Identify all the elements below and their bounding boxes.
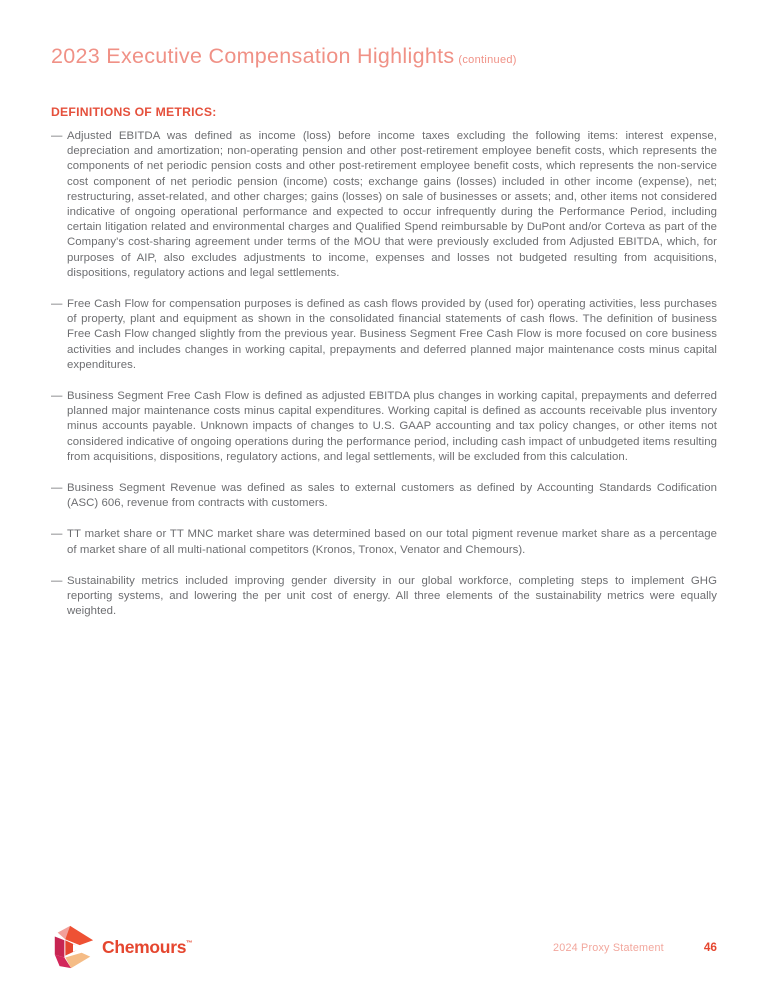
- chemours-brand: [51, 924, 192, 970]
- section-heading: DEFINITIONS OF METRICS:: [51, 105, 217, 119]
- bullet-dash: —: [51, 390, 63, 403]
- definition-text: Adjusted EBITDA was defined as income (loss) before income taxes excluding the following items: interest expense, depreciation and amortization; non-operating pension and other post-retirement employee benefit costs, which represents the components of net periodic pension costs and other post-retirement employee benefit costs, which represents the non-service cost component of net periodic pension (income) costs; exchange gains (losses) included in other income (expense), net; restructuring, asset-related, and other charges; gains (losses) on sale of businesses or assets; and, other items not considered indicative of ongoing operational performance and expected to occur infrequently during the Performance Period, including certain litigation related and environmental charges and Qualified Spend reimbursable by DuPont and/or Corteva as part of the Company's cost-sharing agreement under terms of the MOU that were previously excluded from Adjusted EBITDA, which, for purposes of AIP, also excludes adjustments to income, expenses and losses not budgeted resulting from acquisitions, dispositions, regulatory actions and legal settlements.: [67, 130, 717, 279]
- bullet-dash: —: [51, 298, 63, 311]
- definition-item-tt-market-share: [51, 527, 717, 557]
- definition-item-business-segment-fcf: [51, 389, 717, 465]
- document-label: 2024 Proxy Statement: [553, 942, 664, 954]
- page-title: [51, 44, 717, 72]
- definition-item-free-cash-flow: [51, 297, 717, 373]
- definition-text: Free Cash Flow for compensation purposes is defined as cash flows provided by (used for) operating activities, less purchases of property, plant and equipment as shown in the consolidated financial statements of cash flows. The definition of business Free Cash Flow changed slightly from the previous year. Business Segment Free Cash Flow is more focused on core business activities and includes changes in working capital, prepayments and deferred planned major maintenance costs minus capital expenditures.: [67, 298, 717, 371]
- page-title-text: 2023 Executive Compensation Highlights: [51, 44, 455, 68]
- definition-item-business-segment-revenue: [51, 481, 717, 511]
- page-content: [51, 44, 717, 635]
- definition-text: Business Segment Revenue was defined as sales to external customers as defined by Accounting Standards Codification (ASC) 606, revenue from contracts with customers.: [67, 482, 717, 510]
- bullet-dash: —: [51, 130, 63, 142]
- bullet-dash: —: [51, 574, 63, 587]
- definition-text: Business Segment Free Cash Flow is defined as adjusted EBITDA plus changes in working capital, prepayments and deferred planned major maintenance costs minus capital expenditures. Working capital is defined as accounts receivable plus inventory minus accounts payable. Unknown impacts of changes to U.S. GAAP accounting and tax policy changes, or other items not considered indicative of ongoing operations during the performance period, including cash impact of unbudgeted items resulting from acquisitions, dispositions, regulatory actions, and legal settlements, will be excluded from this calculation.: [67, 390, 717, 463]
- definition-item-adjusted-ebitda: [51, 129, 717, 281]
- chemours-logo-icon: [51, 924, 95, 970]
- footer-right: [553, 940, 717, 954]
- bullet-dash: —: [51, 482, 63, 495]
- definition-item-sustainability-metrics: [51, 574, 717, 620]
- page-title-continued: (continued): [458, 54, 517, 66]
- definition-text: TT market share or TT MNC market share was determined based on our total pigment revenue market share as a percentage of market share of all multi-national competitors (Kronos, Tronox, Venator and Chemours).: [67, 528, 717, 556]
- definitions-list: [51, 129, 717, 619]
- definition-text: Sustainability metrics included improving gender diversity in our global workforce, completing steps to implement GHG reporting systems, and lowering the per unit cost of energy. All three elements of the sustainability metrics were equally weighted.: [67, 574, 717, 618]
- chemours-wordmark: [102, 937, 192, 958]
- trademark-symbol: ™: [186, 939, 193, 947]
- bullet-dash: —: [51, 528, 63, 541]
- page-number: 46: [703, 940, 717, 954]
- chemours-wordmark-text: Chemours: [102, 936, 187, 957]
- page-footer: [51, 924, 717, 970]
